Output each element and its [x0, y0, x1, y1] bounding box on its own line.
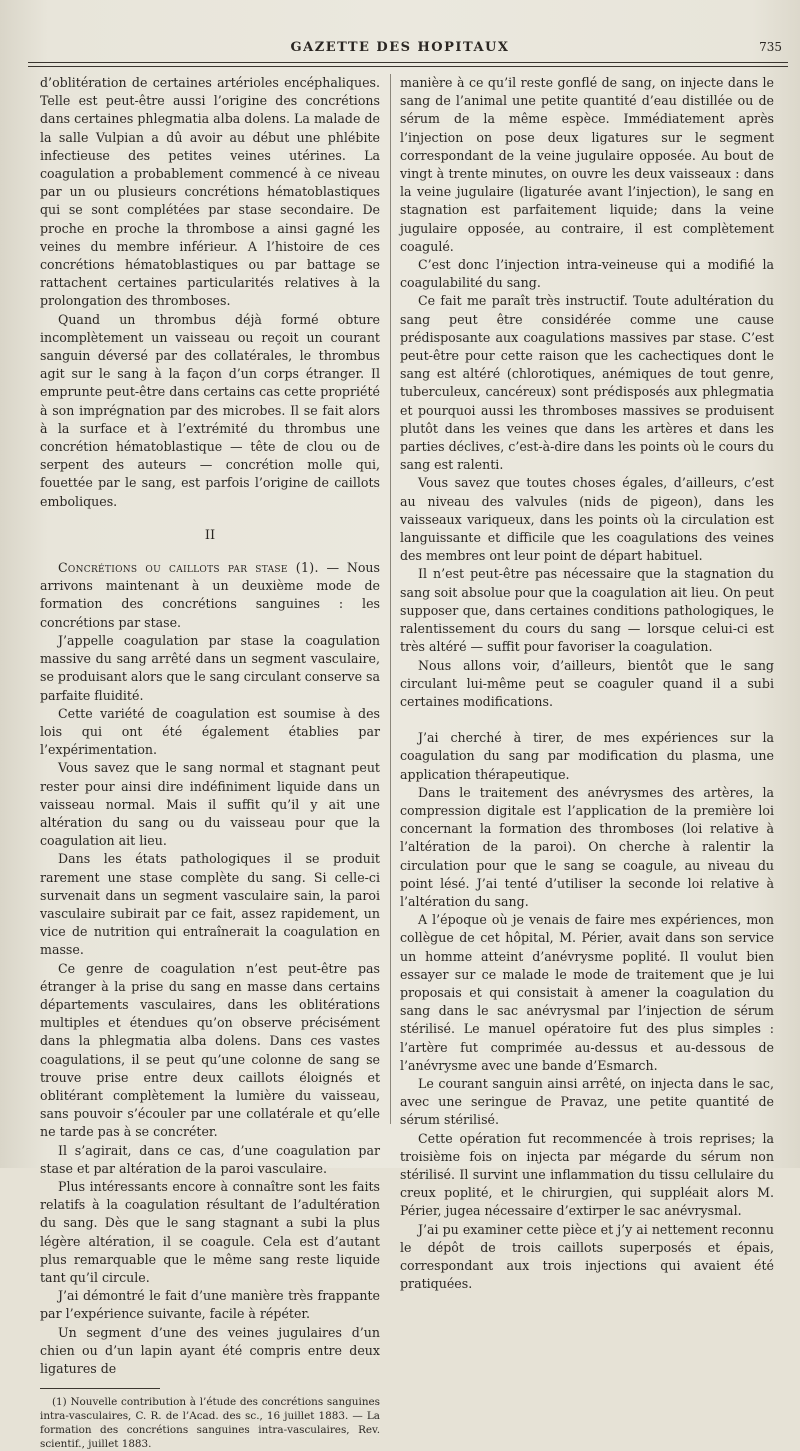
- paragraph: Cette variété de coagulation est soumise à des lois qui ont été également établies par l’expérimentation.: [40, 705, 380, 758]
- paragraph: Ce fait me paraît très instructif. Toute adultération du sang peut être considérée comme une cause prédisposante aux coagulations massives par stase. C’est peut-être pour cette raison que les cachectiques dont le sang est altéré (chlorotiques, anémiques de tout genre, tuberculeux, cancéreux) sont prédisposés aux phlegmatia et pourquoi aussi les thromboses massives se produisent plutôt dans les veines que dans les artères et dans les parties déclives, c’est-à-dire dans les points où le cours du sang est ralenti.: [400, 293, 774, 473]
- paragraph: manière à ce qu’il reste gonflé de sang, on injecte dans le sang de l’animal une petite quantité d’eau distillée ou de sérum de la même espèce. Immédiatement après l’injection on pose deux ligatures sur le segment correspondant de la veine jugulaire opposée. Au bout de vingt à trente minutes, on ouvre les deux vaisseaux : dans la veine jugulaire (ligaturée avant l’injection), le sang en stagnation est parfaitement liquide; dans la veine jugulaire opposée, au contraire, il est complètement coagulé.: [400, 75, 774, 254]
- paragraph: J’ai démontré le fait d’une manière très frappante par l’expérience suivante, facile à répéter.: [40, 1288, 380, 1322]
- left-column: [40, 74, 380, 1451]
- section-paragraph: [40, 559, 380, 632]
- paragraph: J’ai pu examiner cette pièce et j’y ai nettement reconnu le dépôt de trois caillots superposés et épais, correspondant aux trois injections qui avaient été pratiquées.: [400, 1221, 774, 1292]
- header-rule-thin: [28, 66, 788, 67]
- paragraph: Dans les états pathologiques il se produit rarement une stase complète du sang. Si celle-ci survenait dans un segment vasculaire sain, la paroi vasculaire subirait par ce fait, assez rapidement, un vice de nutrition qui entraînerait la coagulation en masse.: [40, 851, 380, 958]
- section-heading: Concrétions ou caillots par stase (1).: [58, 560, 319, 576]
- paragraph: Plus intéressants encore à connaître sont les faits relatifs à la coagulation résultant de l’adultération du sang. Dès que le sang stagnant a subi la plus légère altération, il se coagule. Cela est d’autant plus remarquable que le même sang reste liquide tant qu’il circule.: [40, 1178, 380, 1285]
- paragraph: Il n’est peut-être pas nécessaire que la stagnation du sang soit absolue pour que la coagulation ait lieu. On peut supposer que, dans certaines conditions pathologiques, le ralentissement du cours du sang — lorsque celui-ci est très altéré — suffit pour favoriser la coagulation.: [400, 566, 774, 655]
- footnote-rule: [40, 1388, 160, 1389]
- paragraph: d’oblitération de certaines artérioles encéphaliques. Telle est peut-être aussi l’origine des concrétions dans certaines phlegmatia alba dolens. La malade de la salle Vulpian a dû avoir au début une phlébite infectieuse des petites veines utérines. La coagulation a probablement commencé à ce niveau par un ou plusieurs concrétions hématoblastiques qui se sont complétées par stase secondaire. De proche en proche la thrombose a ainsi gagné les veines du membre inférieur. A l’histoire de ces concrétions hématoblastiques ou par battage se rattachent certaines particularités relatives à la prolongation des thromboses.: [40, 75, 380, 309]
- paragraph: Dans le traitement des anévrysmes des artères, la compression digitale est l’application de la première loi concernant la formation des thromboses (loi relative à l’altération de la paroi). On cherche à ralentir la circulation pour que le sang se coagule, au niveau du point lésé. J’ai tenté d’utiliser la seconde loi relative à l’altération du sang.: [400, 784, 774, 909]
- paragraph: A l’époque où je venais de faire mes expériences, mon collègue de cet hôpital, M. Périer, avait dans son service un homme atteint d’anévrysme poplité. Il voulut bien essayer sur ce malade le mode de traitement que je lui proposais et qui consistait à amener la coagulation du sang dans le sac anévrysmal par l’injection de sérum stérilisé. Le manuel opératoire fut des plus simples : l’artère fut comprimée au-dessus et au-dessous de l’anévrysme avec une bande d’Esmarch.: [400, 912, 774, 1073]
- paragraph: Cette opération fut recommencée à trois reprises; la troisième fois on injecta par mégarde du sérum non stérilisé. Il survint une inflammation du tissu cellulaire du creux poplité, et le chirurgien, qui suppléait alors M. Périer, jugea nécessaire d’extirper le sac anévrysmal.: [400, 1130, 774, 1219]
- page-number: 735: [759, 40, 782, 54]
- paragraph: Un segment d’une des veines jugulaires d’un chien ou d’un lapin ayant été compris entre deux ligatures de: [40, 1324, 380, 1377]
- paragraph: Vous savez que toutes choses égales, d’ailleurs, c’est au niveau des valvules (nids de pigeon), dans les vaisseaux variqueux, dans les points où la circulation est languissante et difficile que les coagulations des veines des membres ont leur point de départ habituel.: [400, 475, 774, 564]
- paragraph: C’est donc l’injection intra-veineuse qui a modifié la coagulabilité du sang.: [400, 257, 774, 291]
- section-intro: — Nous arrivons maintenant à un deuxième mode de formation des concrétions sanguines : les concrétions par stase.: [40, 560, 380, 630]
- paragraph: Ce genre de coagulation n’est peut-être pas étranger à la prise du sang en masse dans certains départements vasculaires, dans les oblitérations multiples et étendues qu’on observe précisément dans la phlegmatia alba dolens. Dans ces vastes coagulations, il se peut qu’une colonne de sang se trouve prise entre deux caillots éloignés et oblitérant complètement la lumière du vaisseau, sans pouvoir s’écouler par une collatérale et qu’elle ne tarde pas à se concréter.: [40, 960, 380, 1140]
- right-column: [400, 74, 774, 1293]
- journal-title: GAZETTE DES HOPITAUX: [290, 40, 510, 55]
- footnote: (1) Nouvelle contribution à l’étude des concrétions sanguines intra-vasculaires, C. R. de l’Acad. des sc., 16 juillet 1883. — La formation des concrétions sanguines intra-vasculaires, Rev. scientif., juillet 1883.: [40, 1396, 380, 1451]
- paragraph: J’appelle coagulation par stase la coagulation massive du sang arrêté dans un segment vasculaire, se produisant alors que le sang circulant conserve sa parfaite fluidité.: [40, 632, 380, 703]
- paragraph: Vous savez que le sang normal et stagnant peut rester pour ainsi dire indéfiniment liquide dans un vaisseau normal. Mais il suffit qu’il y ait une altération du sang ou du vaisseau pour que la coagulation ait lieu.: [40, 760, 380, 849]
- paragraph: Il s’agirait, dans ce cas, d’une coagulation par stase et par altération de la paroi vasculaire.: [40, 1142, 380, 1176]
- header-rule-thick: [28, 62, 788, 63]
- paragraph: Quand un thrombus déjà formé obture incomplètement un vaisseau ou reçoit un courant sanguin déversé par des collatérales, le thrombus agit sur le sang à la façon d’un corps étranger. Il emprunte peut-être dans certains cas cette propriété à son imprégnation par des microbes. Il se fait alors à la surface et à l’extrémité du thrombus une concrétion hématoblastique — tête de clou ou de serpent des auteurs — concrétion molle qui, fouettée par le sang, est parfois l’origine de caillots emboliques.: [40, 311, 380, 509]
- page-header: [0, 34, 800, 58]
- paragraph: Nous allons voir, d’ailleurs, bientôt que le sang circulant lui-même peut se coaguler quand il a subi certaines modifications.: [400, 657, 774, 709]
- column-divider: [390, 74, 391, 1124]
- section-number: II: [204, 527, 216, 543]
- paragraph: Le courant sanguin ainsi arrêté, on injecta dans le sac, avec une seringue de Pravaz, une petite quantité de sérum stérilisé.: [400, 1075, 774, 1128]
- paragraph: J’ai cherché à tirer, de mes expériences sur la coagulation du sang par modification du plasma, une application thérapeutique.: [400, 730, 774, 782]
